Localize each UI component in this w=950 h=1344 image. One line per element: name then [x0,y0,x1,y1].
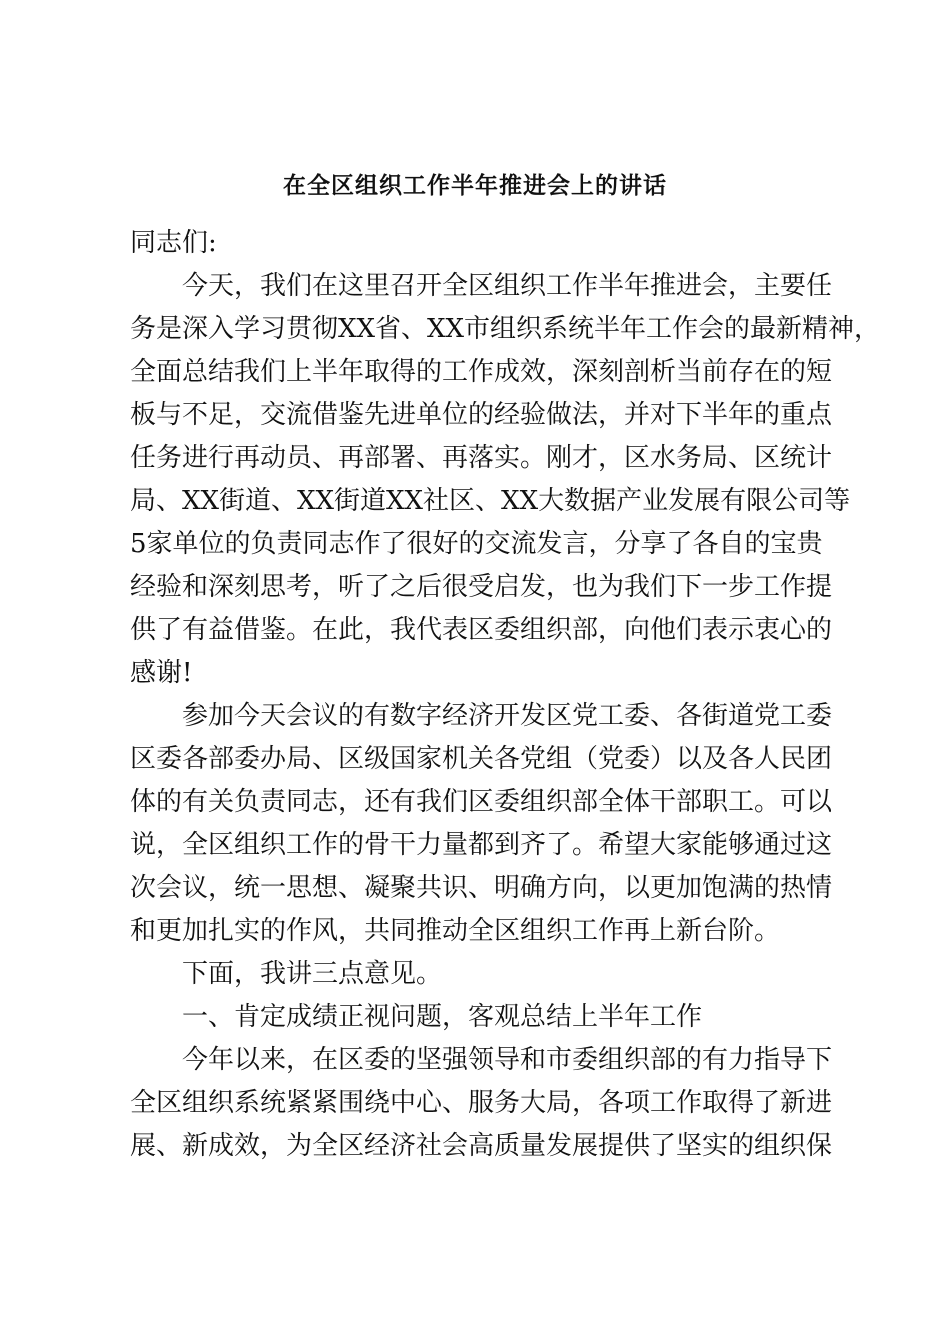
page-title: 在全区组织工作半年推进会上的讲话 [283,172,667,199]
greeting: 同志们: [130,228,217,258]
paragraph-line: 体的有关负责同志，还有我们区委组织部全体干部职工。可以 [130,787,833,817]
paragraph-summary [130,1039,833,1168]
paragraph-line: 5家单位的负责同志作了很好的交流发言，分享了各自的宝贵 [130,529,823,559]
paragraph-line: 板与不足，交流借鉴先进单位的经验做法，并对下半年的重点 [130,400,833,430]
paragraph-attendees [130,695,833,953]
paragraph-line: 说，全区组织工作的骨干力量都到齐了。希望大家能够通过这 [130,830,833,860]
paragraph-opening [130,265,881,695]
paragraph-line: 次会议，统一思想、凝聚共识、明确方向，以更加饱满的热情 [130,873,833,903]
paragraph-intro [130,953,830,996]
document-body [130,222,881,1168]
paragraph-line: 经验和深刻思考，听了之后很受启发，也为我们下一步工作提 [130,572,833,602]
paragraph-line: 今天，我们在这里召开全区组织工作半年推进会，主要任 [182,271,833,301]
paragraph-line: 下面，我讲三点意见。 [182,959,443,989]
heading-line: 一、肯定成绩正视问题，客观总结上半年工作 [182,1002,703,1032]
paragraph-line: 任务进行再动员、再部署、再落实。刚才，区水务局、区统计 [130,443,833,473]
paragraph-line: 今年以来，在区委的坚强领导和市委组织部的有力指导下 [182,1045,833,1075]
section-heading [130,996,830,1039]
paragraph-line: 参加今天会议的有数字经济开发区党工委、各街道党工委 [182,701,833,731]
paragraph-line: 展、新成效，为全区经济社会高质量发展提供了坚实的组织保 [130,1131,833,1161]
paragraph-line: 和更加扎实的作风，共同推动全区组织工作再上新台阶。 [130,916,781,946]
paragraph-line: 供了有益借鉴。在此，我代表区委组织部，向他们表示衷心的 [130,615,833,645]
paragraph-line: 全区组织系统紧紧围绕中心、服务大局，各项工作取得了新进 [130,1088,833,1118]
paragraph-line: 区委各部委办局、区级国家机关各党组（党委）以及各人民团 [130,744,833,774]
paragraph-line: 全面总结我们上半年取得的工作成效，深刻剖析当前存在的短 [130,357,833,387]
paragraph-line: 务是深入学习贯彻XX省、XX市组织系统半年工作会的最新精神， [130,314,881,344]
paragraph-line: 感谢! [130,658,193,688]
paragraph-line: 局、XX街道、XX街道XX社区、XX大数据产业发展有限公司等 [130,486,851,516]
